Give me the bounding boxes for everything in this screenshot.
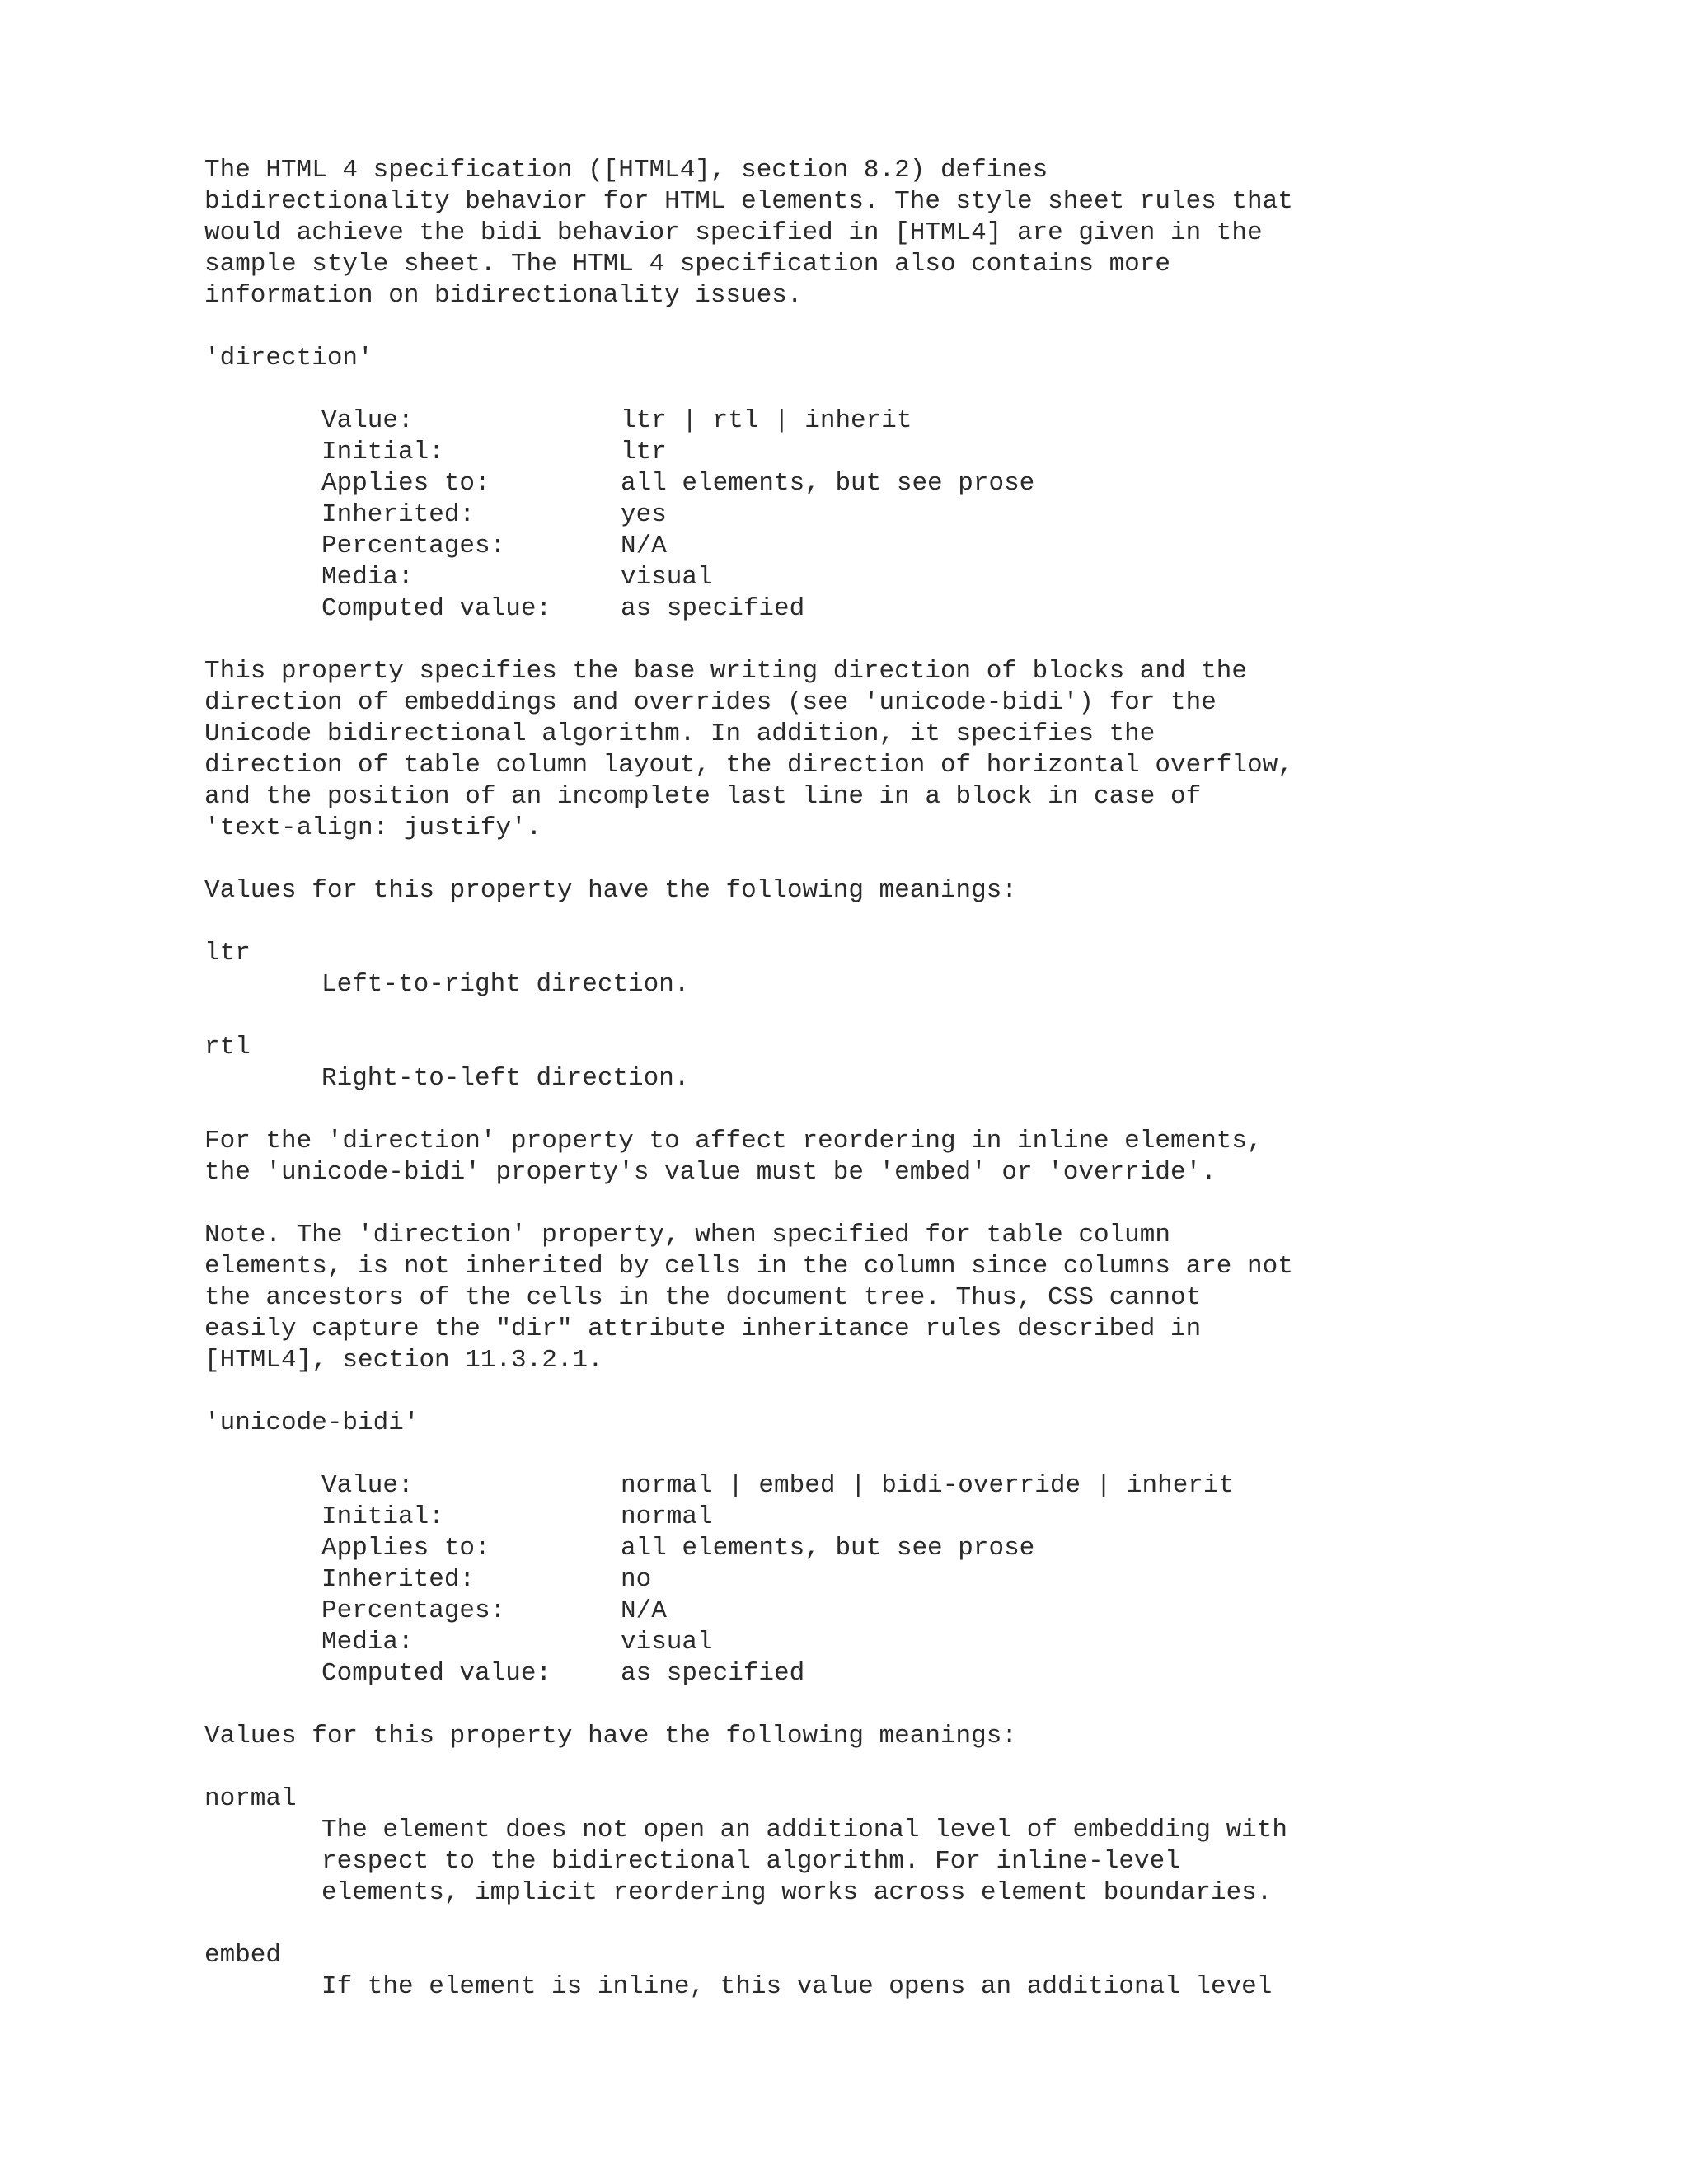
property-value: ltr | rtl | inherit (621, 406, 912, 435)
property-value: as specified (621, 594, 805, 623)
property-row (321, 1596, 1655, 1627)
reordering-paragraph (204, 1126, 1655, 1188)
value-term-embed: embed (204, 1941, 282, 1970)
unicode-bidi-heading: 'unicode-bidi' (204, 1408, 420, 1437)
property-label: Media: (321, 1628, 414, 1657)
property-label: Computed value: (321, 1659, 552, 1688)
document-text (204, 155, 1655, 2003)
values-intro: Values for this property have the following meanings: (204, 1722, 1017, 1750)
text-line: Unicode bidirectional algorithm. In addition, it specifies the (204, 719, 1156, 748)
text-line: The element does not open an additional level of embedding with (321, 1816, 1287, 1844)
property-value: visual (621, 1628, 713, 1657)
property-value: all elements, but see prose (621, 1534, 1035, 1563)
property-value: N/A (621, 532, 667, 560)
property-value: visual (621, 563, 713, 592)
text-line: For the 'direction' property to affect reordering in inline elements, (204, 1127, 1263, 1155)
property-row (321, 562, 1655, 593)
property-row (321, 1564, 1655, 1596)
value-term-ltr: ltr (204, 939, 251, 968)
property-value: as specified (621, 1659, 805, 1688)
unicode-bidi-property-table (204, 1470, 1655, 1690)
direction-property-table (204, 405, 1655, 625)
text-line: direction of table column layout, the direction of horizontal overflow, (204, 751, 1293, 780)
property-row (321, 405, 1655, 437)
values-intro: Values for this property have the following meanings: (204, 876, 1017, 905)
text-line: 'text-align: justify'. (204, 813, 542, 842)
property-value: normal | embed | bidi-override | inherit (621, 1471, 1235, 1500)
text-line: If the element is inline, this value opens an additional level (321, 1972, 1273, 2001)
property-label: Value: (321, 406, 414, 435)
text-line: information on bidirectionality issues. (204, 281, 803, 310)
property-label: Percentages: (321, 1596, 506, 1625)
property-label: Media: (321, 563, 414, 592)
value-term-normal: normal (204, 1784, 297, 1813)
text-line: Note. The 'direction' property, when specified for table column (204, 1221, 1170, 1249)
text-line: and the position of an incomplete last line in a block in case of (204, 782, 1202, 811)
property-label: Inherited: (321, 500, 476, 529)
property-label: Inherited: (321, 1565, 476, 1594)
property-value: all elements, but see prose (621, 469, 1035, 498)
property-row (321, 593, 1655, 625)
text-line: sample style sheet. The HTML 4 specification also contains more (204, 250, 1170, 279)
text-line: would achieve the bidi behavior specified in [HTML4] are given in the (204, 218, 1263, 247)
text-line: the ancestors of the cells in the document tree. Thus, CSS cannot (204, 1283, 1202, 1312)
text-line: bidirectionality behavior for HTML elements. The style sheet rules that (204, 187, 1293, 216)
property-row (321, 468, 1655, 499)
property-value: yes (621, 500, 667, 529)
note-paragraph (204, 1220, 1655, 1376)
text-line: elements, implicit reordering works across element boundaries. (321, 1878, 1273, 1907)
property-value: ltr (621, 438, 667, 466)
property-row (321, 499, 1655, 531)
property-row (321, 1658, 1655, 1690)
property-label: Percentages: (321, 532, 506, 560)
property-row (321, 1627, 1655, 1658)
intro-paragraph (204, 155, 1655, 312)
text-line: The HTML 4 specification ([HTML4], section 8.2) defines (204, 156, 1048, 185)
value-definition-rtl: Right-to-left direction. (321, 1064, 690, 1093)
text-line: [HTML4], section 11.3.2.1. (204, 1346, 603, 1375)
property-row (321, 437, 1655, 468)
property-label: Computed value: (321, 594, 552, 623)
property-value: N/A (621, 1596, 667, 1625)
text-line: direction of embeddings and overrides (see 'unicode-bidi') for the (204, 688, 1217, 717)
text-line: the 'unicode-bidi' property's value must be 'embed' or 'override'. (204, 1158, 1217, 1187)
value-definition-normal (204, 1815, 1655, 1909)
property-label: Initial: (321, 438, 444, 466)
property-value: no (621, 1565, 652, 1594)
property-row (321, 1470, 1655, 1502)
property-label: Initial: (321, 1502, 444, 1531)
property-row (321, 1533, 1655, 1564)
direction-heading: 'direction' (204, 344, 373, 373)
value-definition-ltr: Left-to-right direction. (321, 970, 690, 999)
text-line: elements, is not inherited by cells in the column since columns are not (204, 1252, 1293, 1281)
property-row (321, 1502, 1655, 1533)
text-line: easily capture the "dir" attribute inheritance rules described in (204, 1315, 1202, 1343)
direction-description (204, 656, 1655, 844)
text-line: respect to the bidirectional algorithm. For inline-level (321, 1847, 1180, 1876)
property-label: Applies to: (321, 469, 490, 498)
property-value: normal (621, 1502, 713, 1531)
value-term-rtl: rtl (204, 1033, 251, 1062)
property-label: Applies to: (321, 1534, 490, 1563)
property-label: Value: (321, 1471, 414, 1500)
property-row (321, 531, 1655, 562)
value-definition-embed (204, 1971, 1655, 2003)
text-line: This property specifies the base writing direction of blocks and the (204, 657, 1248, 686)
